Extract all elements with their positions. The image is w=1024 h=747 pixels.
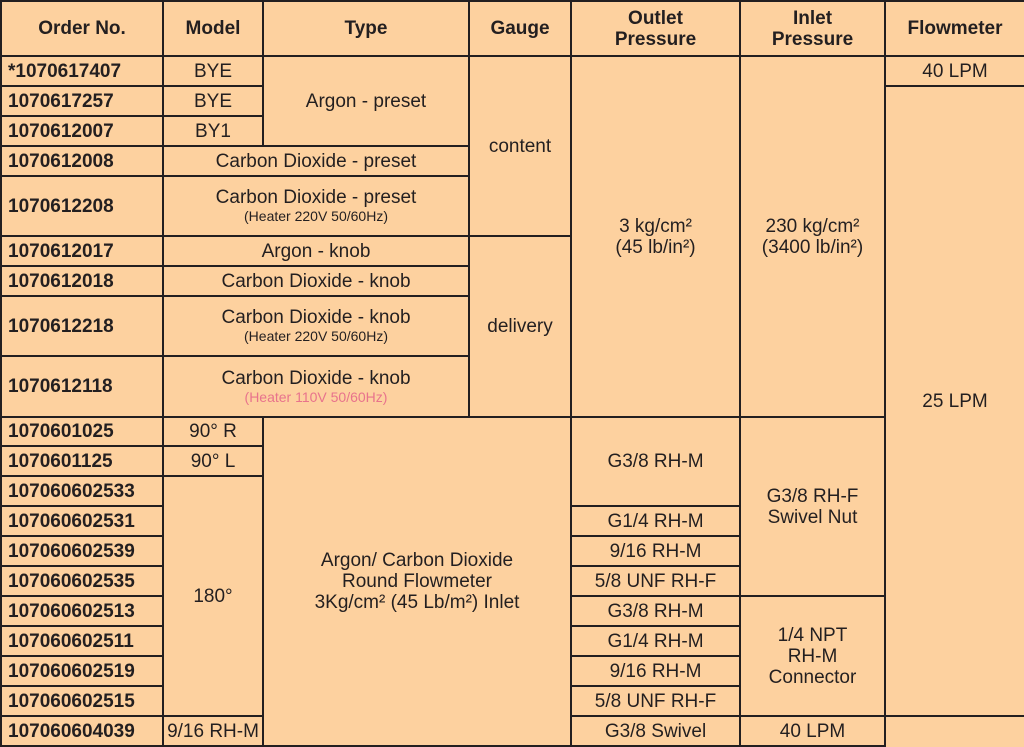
type-co2-preset: Carbon Dioxide - preset [163, 146, 469, 176]
header-row [1, 1, 1024, 56]
inlet-pressure-kg: 230 kg/cm² [765, 215, 860, 237]
order-number: 107060602513 [1, 596, 163, 626]
order-number: 1070612018 [1, 266, 163, 296]
outlet-cell: 5/8 UNF RH-F [571, 566, 740, 596]
order-number: 107060602531 [1, 506, 163, 536]
round-line3: 3Kg/cm² (45 Lb/m²) Inlet [314, 592, 520, 613]
outlet-cell: 9/16 RH-M [163, 716, 263, 746]
order-number: 1070612218 [1, 296, 163, 356]
type-co2-preset-heater [163, 176, 469, 236]
order-number: 107060602519 [1, 656, 163, 686]
header-order-no: Order No. [1, 1, 163, 56]
order-number: 107060602533 [1, 476, 163, 506]
order-number: 1070612007 [1, 116, 163, 146]
header-outlet-line1: Outlet [628, 7, 683, 29]
order-number: 1070612118 [1, 356, 163, 417]
inlet-npt-connector [740, 596, 885, 716]
type-label: Carbon Dioxide - knob [221, 307, 411, 328]
header-gauge: Gauge [469, 1, 571, 56]
gauge-delivery: delivery [469, 236, 571, 417]
npt-line2: RH-M [787, 645, 838, 667]
outlet-cell: G3/8 RH-M [571, 596, 740, 626]
npt-line1: 1/4 NPT [777, 624, 848, 646]
type-round-flowmeter [263, 417, 571, 746]
model-cell: BYE [163, 56, 263, 86]
order-number: 1070617257 [1, 86, 163, 116]
model-180: 180° [163, 476, 263, 716]
order-number: 107060604039 [1, 716, 163, 746]
inlet-swivel-nut [740, 417, 885, 596]
table-row [1, 56, 1024, 86]
header-inlet-line1: Inlet [792, 7, 833, 29]
type-co2-knob-heater [163, 296, 469, 356]
type-argon-preset: Argon - preset [263, 56, 469, 146]
header-outlet-pressure [571, 1, 740, 56]
inlet-cell: G3/8 Swivel [571, 716, 740, 746]
model-cell: BYE [163, 86, 263, 116]
type-label: Carbon Dioxide - knob [221, 367, 411, 389]
order-number: 107060602515 [1, 686, 163, 716]
order-number: 107060602539 [1, 536, 163, 566]
type-argon-knob: Argon - knob [163, 236, 469, 266]
order-number: 107060602535 [1, 566, 163, 596]
swivel-nut-line2: Swivel Nut [767, 506, 858, 528]
order-number: 1070601125 [1, 446, 163, 476]
header-outlet-line2: Pressure [614, 28, 697, 50]
order-number: 1070601025 [1, 417, 163, 446]
flowmeter-40lpm: 40 LPM [885, 56, 1024, 86]
inlet-pressure-lb: (3400 lb/in²) [761, 236, 864, 258]
model-cell: 90° L [163, 446, 263, 476]
outlet-pressure-cell [571, 56, 740, 417]
type-co2-knob-heater-110 [163, 356, 469, 417]
header-flowmeter: Flowmeter [885, 1, 1024, 56]
gauge-content: content [469, 56, 571, 236]
outlet-pressure-kg: 3 kg/cm² [619, 215, 692, 237]
header-model: Model [163, 1, 263, 56]
type-co2-knob: Carbon Dioxide - knob [163, 266, 469, 296]
table-row [1, 417, 1024, 446]
outlet-cell: 9/16 RH-M [571, 536, 740, 566]
model-cell: BY1 [163, 116, 263, 146]
inlet-pressure-cell [740, 56, 885, 417]
order-number: 1070612017 [1, 236, 163, 266]
outlet-cell: 9/16 RH-M [571, 656, 740, 686]
header-type: Type [263, 1, 469, 56]
order-number: 1070612208 [1, 176, 163, 236]
outlet-cell: G1/4 RH-M [571, 506, 740, 536]
order-number: 1070612008 [1, 146, 163, 176]
flowmeter-25lpm: 25 LPM [885, 86, 1024, 716]
order-number: *1070617407 [1, 56, 163, 86]
outlet-g38: G3/8 RH-M [571, 417, 740, 506]
heater-note: (Heater 220V 50/60Hz) [244, 208, 388, 224]
header-inlet-pressure [740, 1, 885, 56]
type-label: Carbon Dioxide - preset [215, 187, 417, 208]
npt-line3: Connector [768, 666, 857, 688]
order-number: 107060602511 [1, 626, 163, 656]
outlet-pressure-lb: (45 lb/in²) [615, 236, 696, 258]
round-line1: Argon/ Carbon Dioxide [320, 550, 514, 571]
swivel-nut-line1: G3/8 RH-F [766, 485, 859, 507]
heater-note: (Heater 220V 50/60Hz) [244, 328, 388, 344]
header-inlet-line2: Pressure [771, 28, 854, 50]
round-line2: Round Flowmeter [342, 571, 492, 592]
flowmeter-40lpm: 40 LPM [740, 716, 885, 746]
heater-note-110: (Heater 110V 50/60Hz) [244, 388, 388, 405]
model-cell: 90° R [163, 417, 263, 446]
outlet-cell: 5/8 UNF RH-F [571, 686, 740, 716]
outlet-cell: G1/4 RH-M [571, 626, 740, 656]
